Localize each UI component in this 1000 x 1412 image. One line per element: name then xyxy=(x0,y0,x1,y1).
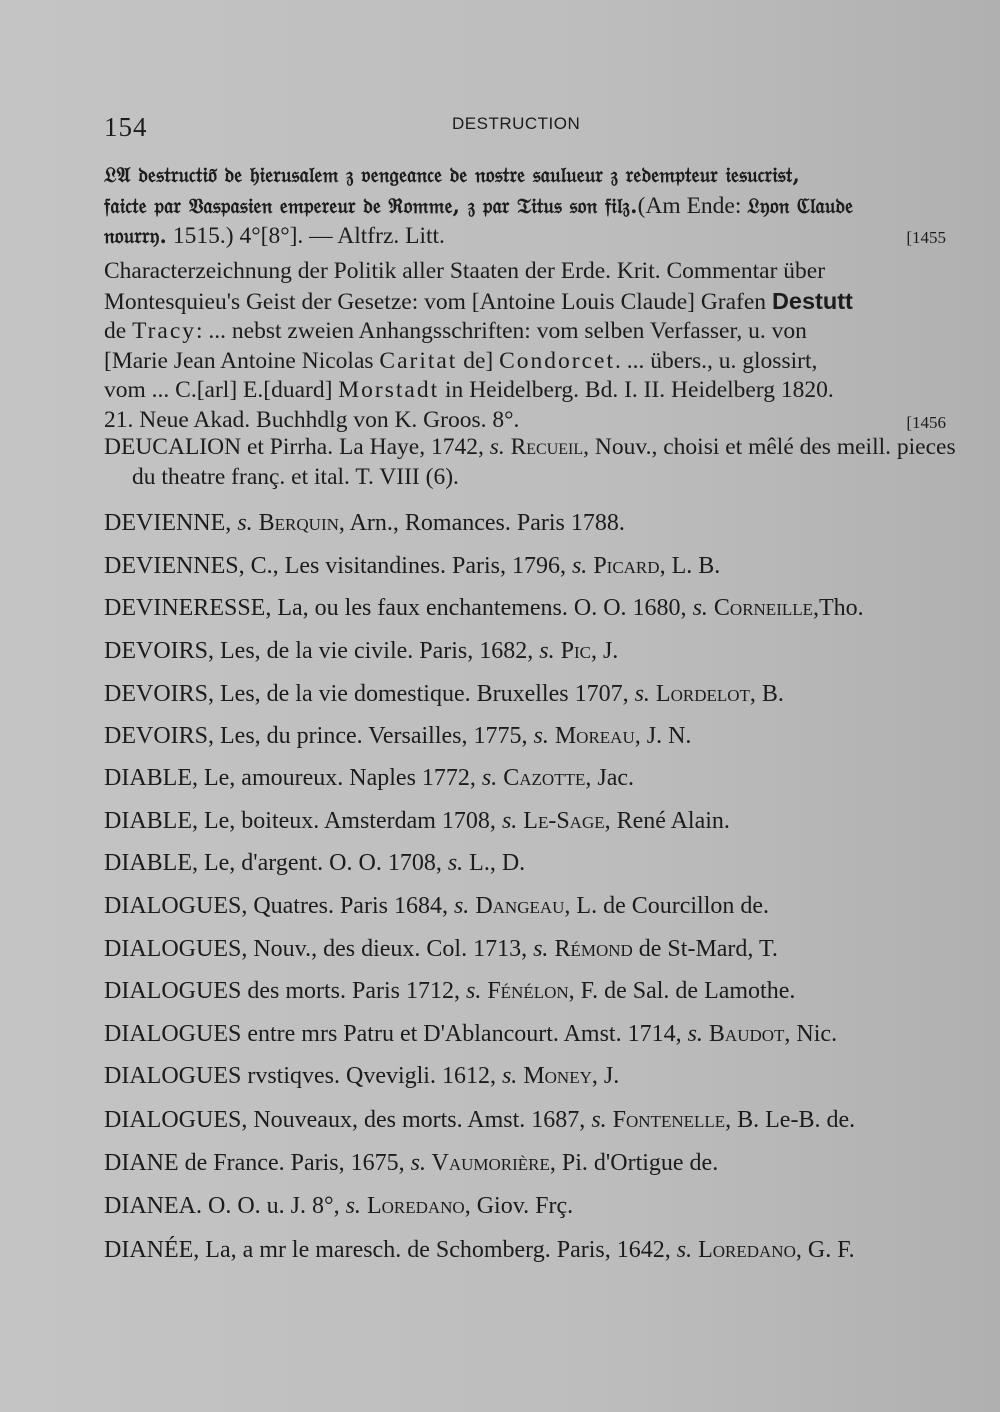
see-marker: s. xyxy=(447,850,464,876)
entry-line xyxy=(104,508,964,538)
entry-line xyxy=(104,891,964,921)
entry-text: L., D. xyxy=(463,850,526,876)
entry-text: , Nouv., choisi et mêlé des xyxy=(583,434,831,460)
entry-line xyxy=(104,934,964,964)
entry-text: , J. xyxy=(591,1063,620,1089)
reference-name: Fontenelle xyxy=(606,1107,726,1133)
entry-text: , L. B. xyxy=(659,553,721,579)
entry-text: , Jac. xyxy=(585,765,635,791)
entry-line xyxy=(104,593,964,623)
page-header xyxy=(104,110,946,144)
spaced-name: Caritat xyxy=(379,347,458,374)
entry-text: , Pi. d'Ortigue de. xyxy=(549,1150,719,1176)
entry-line xyxy=(104,806,964,836)
entry-line xyxy=(104,1019,964,1049)
entry-line xyxy=(104,1191,964,1221)
entry-line xyxy=(104,1235,964,1265)
entry-text: in Heidelberg. Bd. I. II. Heidelberg 1820. xyxy=(439,377,834,403)
reference-name: Moreau xyxy=(548,723,635,749)
entry-text: DIANÉE, La, a mr le maresch. de Schomberg. Paris, 1642, xyxy=(104,1237,677,1263)
entry-text: DEVIENNES, C., Les visitandines. Paris, 1796, xyxy=(104,553,572,579)
entry-text: , René Alain. xyxy=(604,808,730,834)
entry-line xyxy=(104,721,964,751)
entry-text: DIABLE, Le, amoureux. Naples 1772, xyxy=(104,765,482,791)
reference-name: Cazotte xyxy=(497,765,586,791)
entry-text: DEVIENNE, xyxy=(104,510,238,536)
entry-line xyxy=(104,1105,964,1135)
entry-line xyxy=(104,1061,964,1091)
reference-name: Dangeau xyxy=(469,893,565,919)
entry-line: Characterzeichnung der Politik aller Staaten der Erde. Krit. Commentar über xyxy=(104,258,826,284)
entry-text: DEVOIRS, Les, de la vie civile. Paris, 1682, xyxy=(104,638,540,664)
entry-text: DIANE de France. Paris, 1675, xyxy=(104,1150,411,1176)
entry-text: . ... übers., u. glossirt, xyxy=(615,347,818,374)
entry-line xyxy=(104,679,964,709)
entry-text: de] xyxy=(457,347,500,374)
entry-line xyxy=(104,160,946,191)
see-marker: s. xyxy=(692,595,708,621)
entry-text: [Marie Jean Antoine Nicolas xyxy=(104,347,380,374)
entry-text: , J. N. xyxy=(634,723,692,749)
gothic-text: 𝔣𝔞𝔦𝔠𝔱𝔢 𝔭𝔞𝔯 𝔙𝔞𝔰𝔭𝔞𝔰𝔦𝔢𝔫 𝔢𝔪𝔭𝔢𝔯𝔢𝔲𝔯 𝔡𝔢 ℜ𝔬𝔪𝔪𝔢, 𝔷 𝔭𝔞𝔯 𝔗𝔦𝔱𝔲𝔰 𝔰𝔬𝔫 𝔣𝔦𝔩𝔷. xyxy=(104,192,638,218)
reference-name: Baudot xyxy=(702,1021,785,1047)
entry-text: DIABLE, Le, boiteux. Amsterdam 1708, xyxy=(104,808,502,834)
entry-line xyxy=(104,347,946,377)
see-marker: s. xyxy=(237,510,253,536)
reference-name: Le-Sage xyxy=(517,808,605,834)
see-marker: s. xyxy=(676,1237,693,1263)
see-marker: s. xyxy=(533,723,549,749)
reference-name: Money xyxy=(517,1063,592,1089)
see-marker: s. xyxy=(687,1021,703,1047)
entry-text: , Giov. Frç. xyxy=(464,1193,574,1219)
entry-line xyxy=(104,636,964,666)
see-marker: s. xyxy=(501,808,518,834)
entry-text: , G. F. xyxy=(795,1237,855,1263)
gothic-text: 𝔏𝔄 𝔡𝔢𝔰𝔱𝔯𝔲𝔠𝔱𝔦𝔬̃ 𝔡𝔢 𝔥𝔦𝔢𝔯𝔲𝔰𝔞𝔩𝔢𝔪 𝔷 𝔳𝔢𝔫𝔤𝔢𝔞𝔫𝔠𝔢 𝔡𝔢 𝔫𝔬𝔰𝔱𝔯𝔢 𝔰𝔞𝔲𝔩𝔲𝔢𝔲𝔯 𝔷 𝔯𝔢𝔡𝔢𝔪𝔭𝔱𝔢𝔲𝔯 𝔦𝔢𝔰𝔲𝔠𝔯𝔦𝔰𝔱, xyxy=(104,162,801,187)
spaced-name: Morstadt xyxy=(338,377,440,403)
see-marker: s. xyxy=(465,978,482,1004)
entry-text: DEVOIRS, Les, de la vie domestique. Bruxelles 1707, xyxy=(104,681,635,707)
entry-text: DIALOGUES des morts. Paris 1712, xyxy=(104,978,466,1004)
see-marker: s. xyxy=(634,681,650,707)
reference-name: Pic xyxy=(554,638,591,664)
see-marker: s. xyxy=(591,1107,607,1133)
entry-line xyxy=(104,1148,964,1178)
entry-destutt-de-tracy xyxy=(104,257,946,435)
entry-deucalion xyxy=(104,433,974,492)
reference-name: Loredano xyxy=(692,1237,796,1263)
see-marker: s. xyxy=(539,638,555,664)
entry-line xyxy=(104,287,946,318)
reference-name: Fénélon xyxy=(481,978,569,1004)
reference-name: Loredano xyxy=(360,1193,465,1219)
entry-line xyxy=(104,317,946,347)
spaced-name: Condorcet xyxy=(499,347,615,374)
entry-text: de St-Mard, T. xyxy=(632,936,778,962)
see-marker: s. xyxy=(501,1063,518,1089)
page-number: 154 xyxy=(104,112,148,142)
see-marker: s. xyxy=(410,1150,426,1176)
entry-number: [1456 xyxy=(906,412,946,432)
entry-text: , L. de Courcillon de. xyxy=(564,893,770,919)
entry-text: , Nic. xyxy=(784,1021,838,1047)
entry-line xyxy=(104,551,964,581)
entry-line xyxy=(104,191,946,222)
entry-text: DEVOIRS, Les, du prince. Versailles, 1775, xyxy=(104,723,534,749)
see-marker: s. xyxy=(571,553,588,579)
entry-text: , J. xyxy=(590,638,619,664)
reference-name: Recueil xyxy=(504,434,584,460)
entry-text: DEVINERESSE, La, ou les faux enchantemens. O. O. 1680, xyxy=(104,595,693,621)
gothic-text: 𝔏𝔶𝔬𝔫 ℭ𝔩𝔞𝔲𝔡𝔢 xyxy=(747,192,854,218)
entry-text: DIALOGUES, Nouveaux, des morts. Amst. 1687, xyxy=(104,1107,592,1133)
entry-text: , Arn., Romances. Paris 1788. xyxy=(338,510,625,536)
entry-text: , B. xyxy=(749,681,784,707)
see-marker: s. xyxy=(533,936,549,962)
entry-number: [1455 xyxy=(906,228,946,247)
see-marker: s. xyxy=(489,434,505,460)
entry-text: DIALOGUES, Nouv., des dieux. Col. 1713, xyxy=(104,936,534,962)
reference-name: Corneille xyxy=(707,595,814,621)
spaced-name: Tracy xyxy=(132,318,197,344)
reference-name: Berquin xyxy=(252,510,339,536)
entry-text: : ... nebst zweien Anhangsschriften: vom selben Verfasser, u. von xyxy=(196,318,807,344)
entry-line xyxy=(104,976,964,1006)
entry-text: Montesquieu's Geist der Gesetze: vom [Antoine Louis Claude] Grafen xyxy=(104,288,772,315)
entry-text: ,Tho. xyxy=(813,595,864,621)
entry-line xyxy=(104,376,946,406)
entry-text: DEUCALION et Pirrha. La Haye, 1742, xyxy=(104,434,490,460)
entry-line xyxy=(104,763,964,793)
see-marker: s. xyxy=(481,765,498,791)
see-marker: s. xyxy=(453,893,470,919)
reference-name: Picard xyxy=(587,553,660,579)
roman-text: (Am Ende: xyxy=(637,192,742,219)
entry-text: DIABLE, Le, d'argent. O. O. 1708, xyxy=(104,850,448,876)
running-head: DESTRUCTION xyxy=(452,114,581,133)
catchword: Destutt xyxy=(771,287,853,314)
reference-name: Rémond xyxy=(548,936,633,962)
entry-line xyxy=(104,406,946,436)
entry-line xyxy=(104,848,964,878)
entry-text: meill. pieces du theatre franç. et ital. T. VIII (6). xyxy=(132,434,956,490)
entry-text: DIALOGUES rvstiqves. Qvevigli. 1612, xyxy=(104,1063,502,1089)
entry-text: vom ... C.[arl] E.[duard] xyxy=(104,377,339,403)
entry-line xyxy=(104,221,946,252)
entry-text: de xyxy=(104,318,133,344)
entry-destruction xyxy=(104,160,946,252)
entry-text: 21. Neue Akad. Buchhdlg von K. Groos. 8°. xyxy=(104,406,520,433)
reference-name: Vaumorière xyxy=(425,1150,550,1176)
roman-text: 1515.) 4°[8°]. — Altfrz. Litt. xyxy=(172,223,445,249)
entry-text: DIALOGUES entre mrs Patru et D'Ablancourt. Amst. 1714, xyxy=(104,1021,688,1047)
gothic-text: 𝔫𝔬𝔲𝔯𝔯𝔶. xyxy=(104,223,168,248)
entry-text: , B. Le-B. de. xyxy=(725,1107,856,1133)
reference-name: Lordelot xyxy=(649,681,750,707)
see-marker: s. xyxy=(345,1193,361,1219)
entry-text: , F. de Sal. de Lamothe. xyxy=(568,978,796,1004)
entry-text: DIALOGUES, Quatres. Paris 1684, xyxy=(104,893,454,919)
entry-text: DIANEA. O. O. u. J. 8°, xyxy=(104,1193,346,1219)
